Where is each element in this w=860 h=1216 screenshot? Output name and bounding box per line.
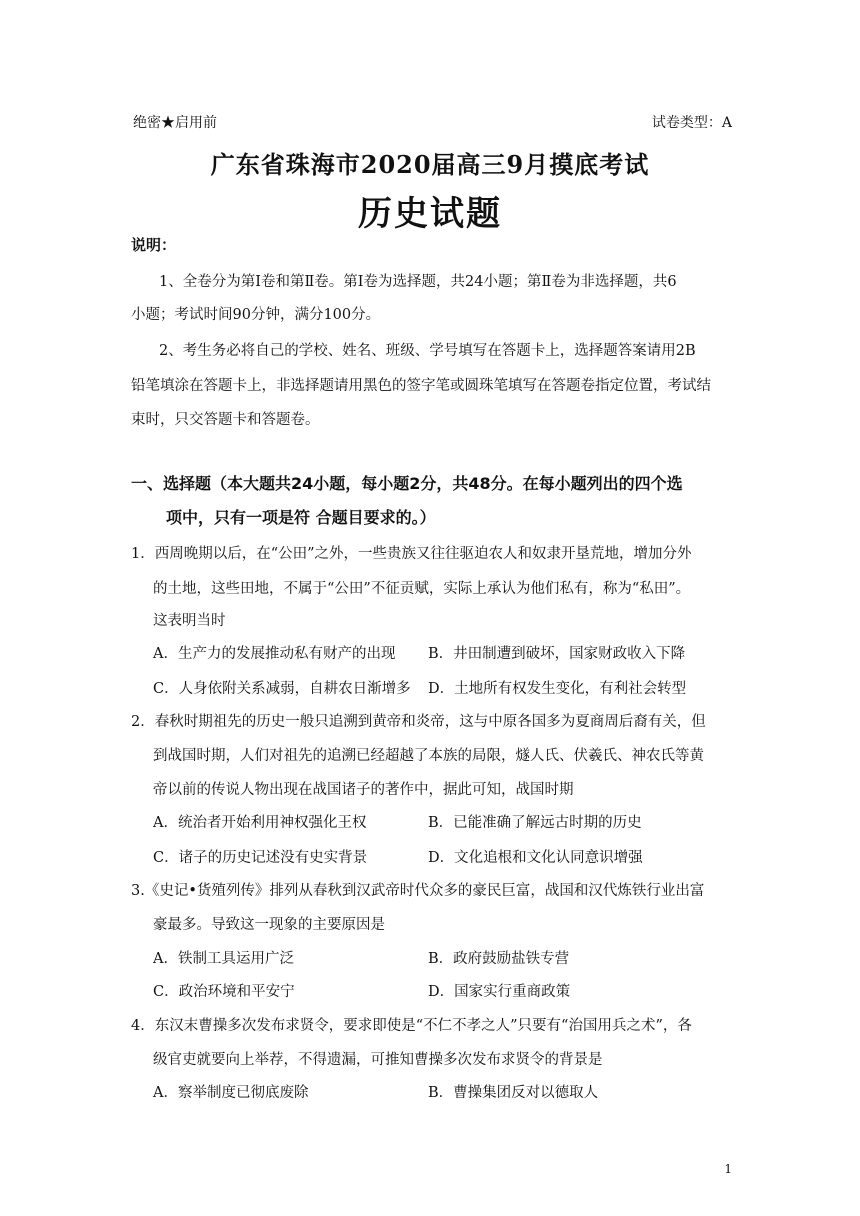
instruction-line: 铅笔填涂在答题卡上，非选择题请用黑色的签字笔或圆珠笔填写在答题卷指定位置，考试结 [131, 378, 711, 394]
header-confidential: 绝密★启用前 [133, 115, 217, 131]
option-a: A．生产力的发展推动私有财产的出现 [153, 646, 396, 662]
question-stem-line: 级官吏就要向上举荐，不得遗漏，可推知曹操多次发布求贤令的背景是 [153, 1052, 603, 1068]
section-heading: 一、选择题（本大题共24小题，每小题2分，共48分。在每小题列出的四个选 [131, 474, 683, 493]
page-number: 1 [724, 1162, 732, 1176]
question-stem-line: 豪最多。导致这一现象的主要原因是 [153, 917, 385, 933]
option-c: C．诸子的历史记述没有史实背景 [153, 850, 368, 866]
header-paper-type: 试卷类型：A [651, 115, 732, 131]
question-stem-line: 到战国时期，人们对祖先的追溯已经超越了本族的局限，燧人氏、伏羲氏、神农氏等黄 [153, 748, 704, 764]
question-stem-line: 这表明当时 [153, 613, 226, 629]
option-d: D．国家实行重商政策 [428, 984, 571, 1000]
option-b: B．曹操集团反对以德取人 [428, 1085, 599, 1101]
option-b: B．政府鼓励盐铁专营 [428, 951, 570, 967]
section-heading-continued: 项中，只有一项是符 合题目要求的。） [166, 508, 436, 527]
option-b: B．已能准确了解远古时期的历史 [428, 815, 642, 831]
exam-title: 广东省珠海市2020届高三9月摸底考试 [210, 150, 650, 179]
option-a: A．察举制度已彻底废除 [153, 1085, 309, 1101]
instruction-line: 束时，只交答题卡和答题卷。 [131, 412, 320, 428]
option-c: C．人身依附关系减弱，自耕农日渐增多 [153, 681, 411, 697]
option-a: A．统治者开始利用神权强化王权 [153, 815, 367, 831]
instruction-line: 2、考生务必将自己的学校、姓名、班级、学号填写在答题卡上，选择题答案请用2B [159, 343, 696, 359]
option-d: D．土地所有权发生变化，有利社会转型 [428, 681, 687, 697]
question-stem-line: 3.《史记•货殖列传》排列从春秋到汉武帝时代众多的豪民巨富，战国和汉代炼铁行业出富 [131, 883, 705, 899]
option-b: B．井田制遭到破坏，国家财政收入下降 [428, 646, 686, 662]
question-stem-line: 2．春秋时期祖先的历史一般只追溯到黄帝和炎帝，这与中原各国多为夏商周后裔有关，但 [131, 714, 706, 730]
exam-subject-title: 历史试题 [358, 194, 502, 234]
question-stem-line: 4．东汉末曹操多次发布求贤令，要求即使是“不仁不孝之人”只要有“治国用兵之术”，各 [131, 1018, 692, 1034]
option-c: C．政治环境和平安宁 [153, 984, 295, 1000]
question-stem-line: 1．西周晚期以后，在“公田”之外，一些贵族又往往驱迫农人和奴隶开垦荒地，增加分外 [131, 546, 692, 562]
question-stem-line: 的土地，这些田地，不属于“公田”不征贡赋，实际上承认为他们私有，称为“私田”。 [153, 581, 691, 597]
instruction-line: 1、全卷分为第Ⅰ卷和第Ⅱ卷。第Ⅰ卷为选择题，共24小题；第Ⅱ卷为非选择题，共6 [159, 274, 677, 290]
question-stem-line: 帝以前的传说人物出现在战国诸子的著作中，据此可知，战国时期 [153, 782, 574, 798]
instructions-heading: 说明： [131, 236, 177, 254]
option-d: D．文化追根和文化认同意识增强 [428, 850, 643, 866]
instruction-line: 小题；考试时间90分钟，满分100分。 [131, 307, 381, 323]
option-a: A．铁制工具运用广泛 [153, 951, 294, 967]
